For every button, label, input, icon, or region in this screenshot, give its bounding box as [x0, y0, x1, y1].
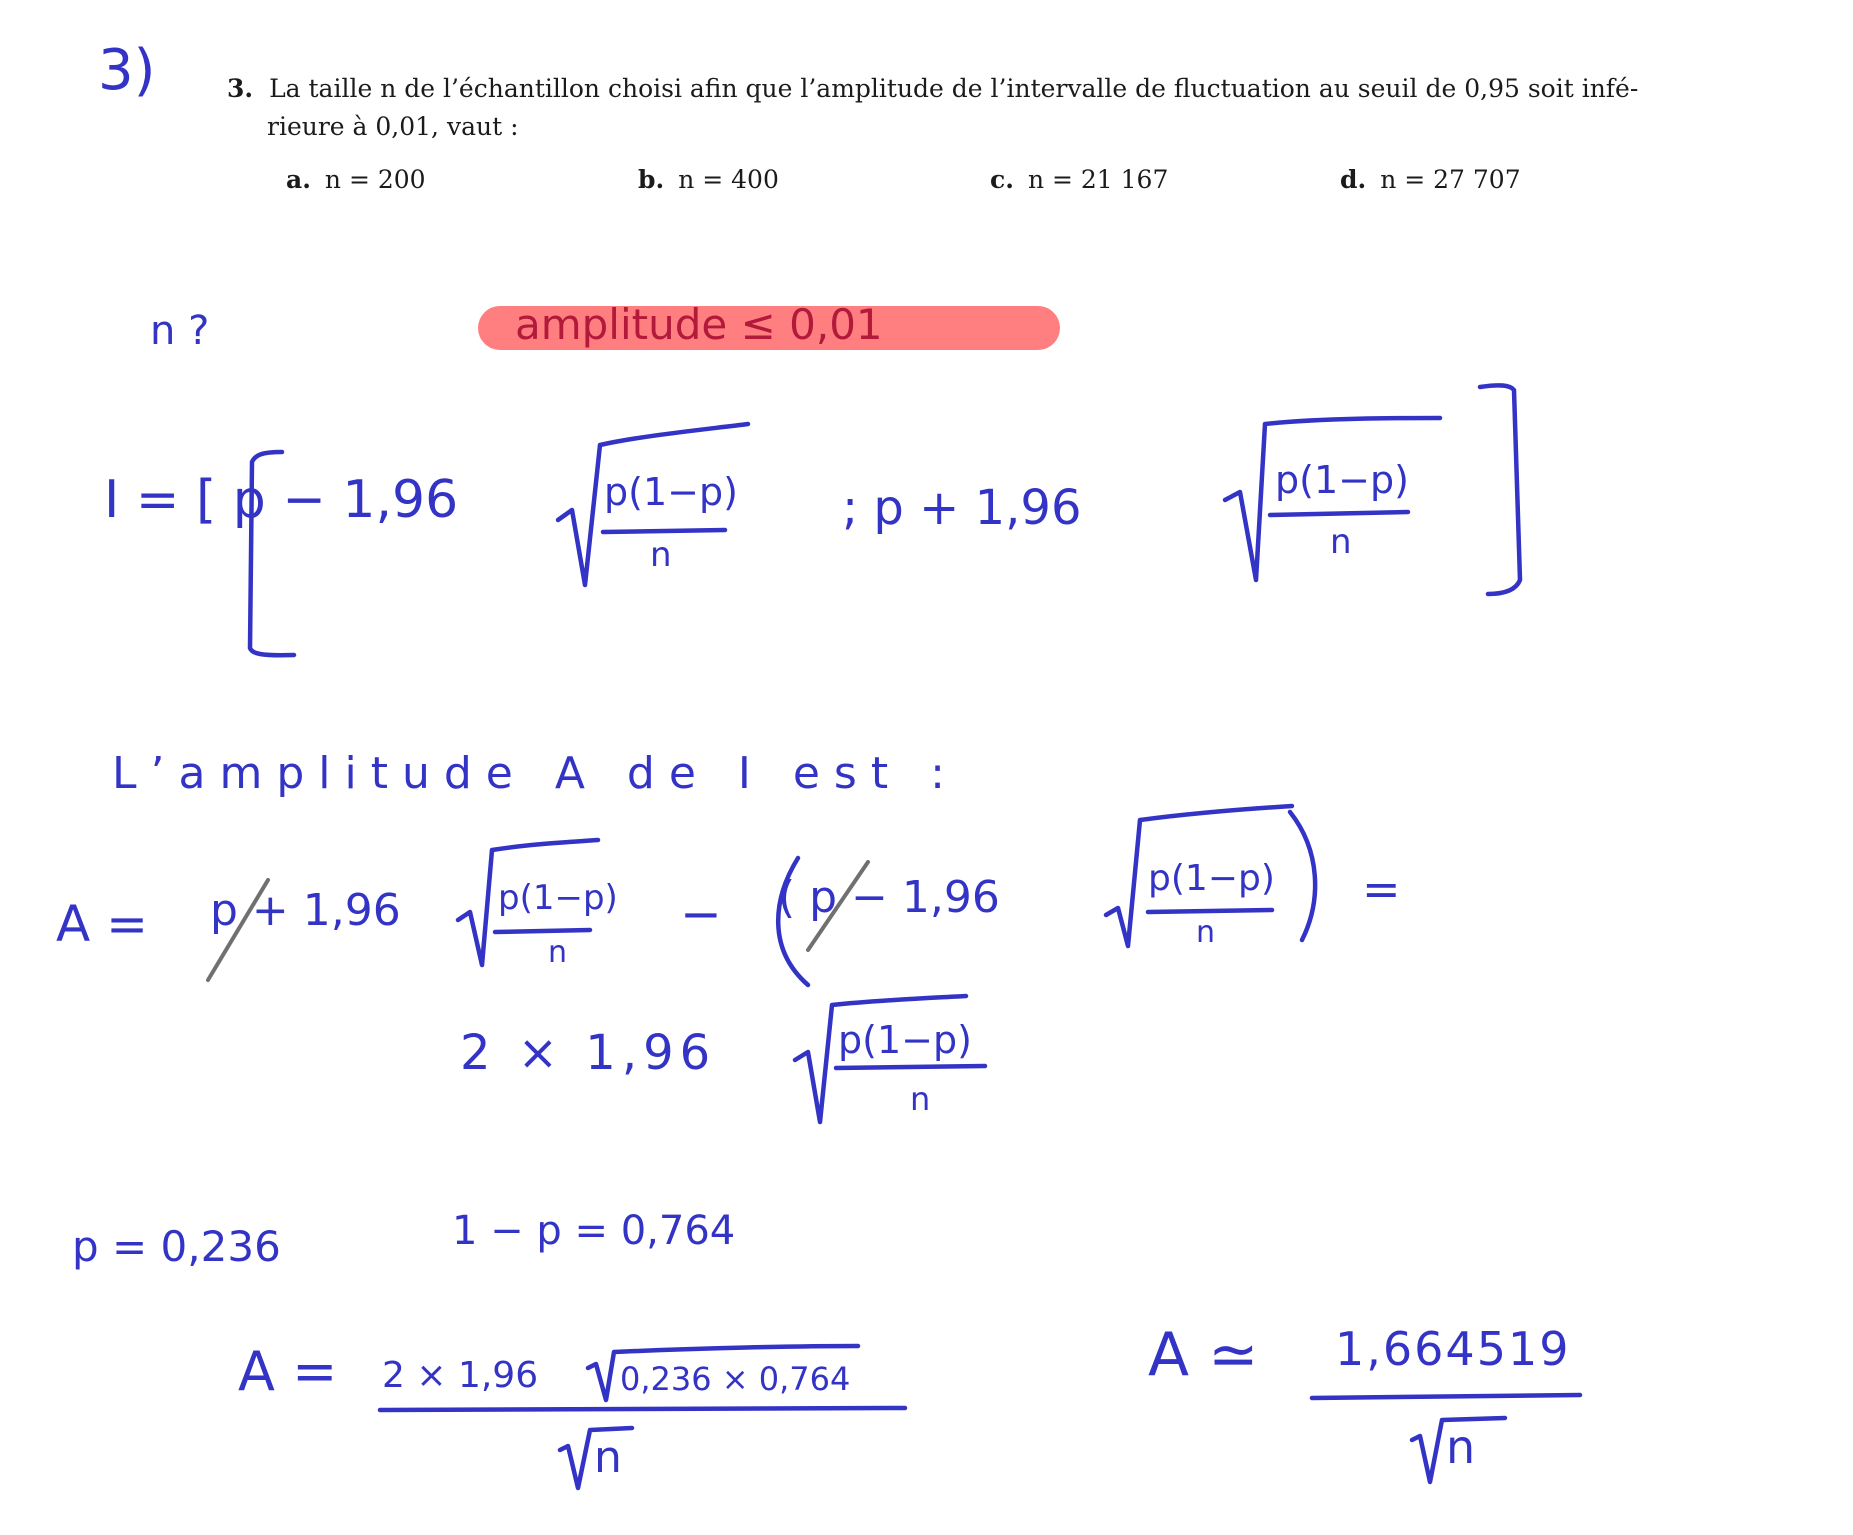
fraction-bar-C: [380, 1408, 905, 1410]
fraction-den-1: n: [650, 535, 672, 575]
amplitude-condition: amplitude ≤ 0,01: [515, 300, 883, 349]
A-equals: A =: [56, 895, 148, 953]
two-times-term: 2 × 1,96: [460, 1025, 717, 1081]
choice-letter: a.: [286, 165, 311, 194]
fraction-bar-A1: [495, 930, 590, 932]
fraction-den-B: n: [910, 1080, 931, 1118]
choice-letter: d.: [1340, 165, 1367, 194]
fraction-bar-A2: [1148, 910, 1272, 912]
A-approx-den: n: [1446, 1420, 1476, 1474]
A-formula-den: n: [594, 1432, 622, 1483]
fraction-num-1: p(1−p): [604, 470, 738, 514]
one-minus-p-value: 1 − p = 0,764: [452, 1208, 736, 1254]
A-formula-num: 2 × 1,96: [382, 1355, 539, 1396]
fraction-den-A1: n: [548, 935, 568, 970]
A-paren-term: ( p − 1,96: [778, 872, 1000, 923]
p-value: p = 0,236: [72, 1222, 281, 1271]
fraction-bar-D: [1312, 1395, 1580, 1398]
choice-value: n = 27 707: [1380, 165, 1521, 194]
choice-value: n = 200: [324, 165, 426, 194]
choice-value: n = 400: [678, 165, 779, 194]
interval-separator: ; p + 1,96: [842, 480, 1082, 536]
A-plus-term: p + 1,96: [210, 885, 401, 936]
choice-letter: c.: [990, 165, 1014, 194]
choice-value: n = 21 167: [1027, 165, 1169, 194]
choice-letter: b.: [638, 165, 665, 194]
question-marker: 3): [98, 38, 156, 103]
fraction-num-2: p(1−p): [1275, 458, 1409, 502]
interval-left: I = [ p − 1,96: [104, 470, 459, 530]
A-approx-lhs: A ≃: [1148, 1320, 1259, 1390]
A-formula-radicand: 0,236 × 0,764: [620, 1360, 851, 1398]
fraction-den-2: n: [1330, 522, 1352, 562]
fraction-num-A1: p(1−p): [498, 878, 618, 918]
A-minus: −: [680, 885, 722, 943]
question-line-2: rieure à 0,01, vaut :: [267, 112, 519, 141]
A-approx-num: 1,664519: [1335, 1322, 1571, 1376]
fraction-num-B: p(1−p): [838, 1018, 972, 1062]
fraction-den-A2: n: [1196, 915, 1216, 950]
right-bracket: [1480, 385, 1520, 594]
fraction-bar-B: [836, 1066, 985, 1068]
close-paren: [1290, 812, 1315, 940]
A-formula-lhs: A =: [238, 1340, 338, 1403]
fraction-bar-1: [603, 530, 725, 532]
question-number: 3.: [227, 74, 254, 103]
amplitude-intro: L’amplitude A de I est :: [112, 748, 959, 799]
n-question-note: n ?: [150, 308, 210, 354]
fraction-bar-2: [1270, 512, 1408, 515]
fraction-num-A2: p(1−p): [1148, 858, 1275, 899]
A-equals-end: =: [1362, 862, 1401, 916]
question-line-1: La taille n de l’échantillon choisi afin que l’amplitude de l’intervalle de fluctuation au seuil de 0,95 soit infé-: [269, 74, 1639, 103]
